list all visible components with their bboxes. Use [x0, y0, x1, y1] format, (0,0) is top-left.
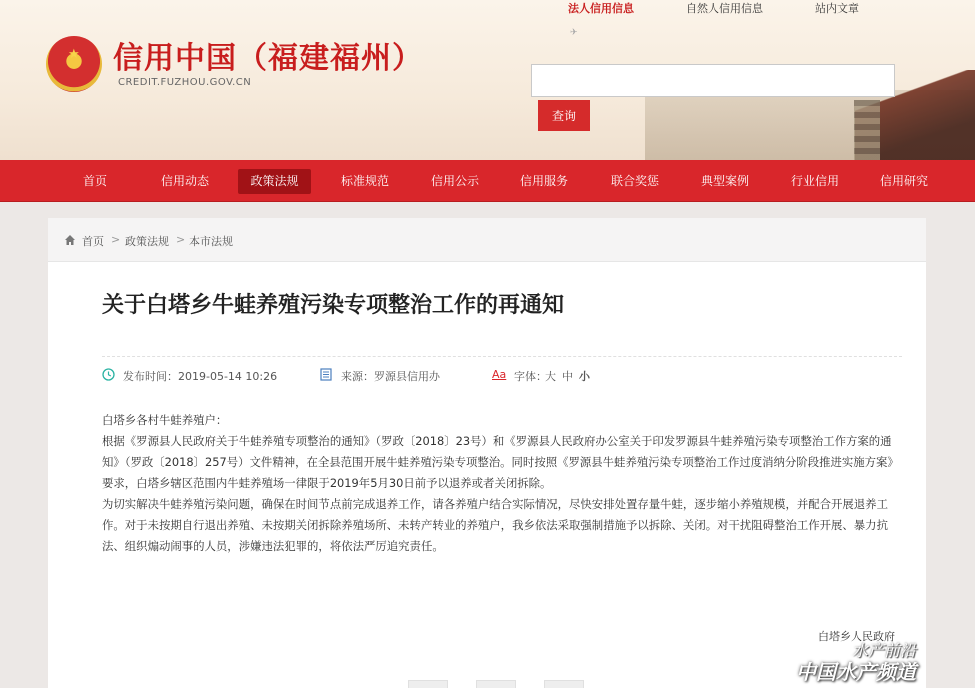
site-url: CREDIT.FUZHOU.GOV.CN: [118, 77, 252, 88]
article-body: [102, 410, 902, 557]
site-title[interactable]: 信用中国（福建福州）: [113, 41, 423, 76]
search-tab-site-articles[interactable]: 站内文章: [815, 2, 859, 15]
publish-time: 发布时间：2019-05-14 10:26: [123, 370, 278, 383]
meta-divider: [102, 356, 902, 357]
national-emblem-logo[interactable]: ★: [46, 36, 102, 92]
share-button[interactable]: [476, 680, 516, 688]
clock-icon: [102, 368, 115, 381]
nav-item-policy[interactable]: 政策法规: [238, 169, 311, 194]
search-button[interactable]: 查询: [538, 100, 590, 131]
font-size-label: 字体：: [514, 370, 547, 383]
nav-item-credit-research[interactable]: 信用研究: [879, 174, 928, 188]
next-article-link[interactable]: [544, 680, 584, 688]
font-size-medium[interactable]: 中: [562, 370, 573, 383]
nav-item-typical-cases[interactable]: 典型案例: [700, 174, 749, 188]
nav-item-joint-rewards[interactable]: 联合奖惩: [610, 174, 659, 188]
watermark-line1: 水产前沿: [852, 641, 917, 660]
font-size-small[interactable]: 小: [579, 370, 590, 383]
watermark: [796, 638, 926, 688]
bird-icon: ✈: [570, 28, 578, 38]
article-title: 关于白塔乡牛蛙养殖污染专项整治工作的再通知: [102, 293, 565, 318]
search-tab-natural-person[interactable]: 自然人信用信息: [686, 2, 763, 15]
article-paragraph: 白塔乡各村牛蛙养殖户：: [102, 413, 228, 427]
document-icon: [320, 368, 332, 381]
search-tab-legal-person[interactable]: 法人信用信息: [568, 2, 634, 15]
main-nav: [0, 160, 975, 202]
breadcrumb-local-regulations[interactable]: 本市法规: [189, 235, 233, 248]
article-paragraph: 为切实解决牛蛙养殖污染问题，确保在时间节点前完成退养工作，请各养殖户结合实际情况，尽快安排处置存量牛蛙，逐步缩小养殖规模，并配合开展退养工作。对于未按期自行退出养殖、未按期关闭拆除养殖场所、未转产转业的养殖户，我乡依法采取强制措施予以拆除、关闭。对干扰阻碍整治工作开展、暴力抗法、组织煽动闹事的人员，涉嫌违法犯罪的，将依法严厉追究责任。: [102, 497, 888, 553]
article-paragraph: 根据《罗源县人民政府关于牛蛙养殖专项整治的通知》（罗政〔2018〕23号）和《罗源县人民政府办公室关于印发罗源县牛蛙养殖污染专项整治工作方案的通知》（罗政〔2018〕257号）文件精神，在全县范围开展牛蛙养殖污染专项整治。同时按照《罗源县牛蛙养殖污染专项整治工作过度消纳分阶段推进实施方案》要求，白塔乡辖区范围内牛蛙养殖场一律限于2019年5月30日前予以退养或者关闭拆除。: [102, 434, 899, 490]
search-input[interactable]: [531, 64, 895, 97]
watermark-line2: 中国水产频道: [796, 660, 916, 684]
breadcrumb: [48, 218, 926, 262]
article-source: 来源：罗源县信用办: [341, 370, 440, 383]
article-signature: 白塔乡人民政府: [818, 630, 895, 643]
breadcrumb-separator: >: [176, 233, 186, 246]
breadcrumb-home[interactable]: 首页: [82, 235, 104, 248]
nav-item-credit-news[interactable]: 信用动态: [160, 174, 209, 188]
article-panel: [48, 218, 926, 688]
nav-item-credit-disclosure[interactable]: 信用公示: [430, 174, 479, 188]
home-icon[interactable]: [64, 234, 76, 246]
prev-article-link[interactable]: [408, 680, 448, 688]
font-size-large[interactable]: 大: [545, 370, 556, 383]
font-size-icon: Aa: [492, 368, 507, 381]
breadcrumb-separator: >: [111, 233, 121, 246]
nav-item-credit-services[interactable]: 信用服务: [519, 174, 568, 188]
nav-item-standards[interactable]: 标准规范: [340, 174, 389, 188]
header-pagoda-illustration: [854, 100, 880, 160]
breadcrumb-policy[interactable]: 政策法规: [125, 235, 169, 248]
nav-item-home[interactable]: 首页: [82, 174, 107, 188]
site-header: [0, 0, 975, 160]
nav-item-industry-credit[interactable]: 行业信用: [790, 174, 839, 188]
